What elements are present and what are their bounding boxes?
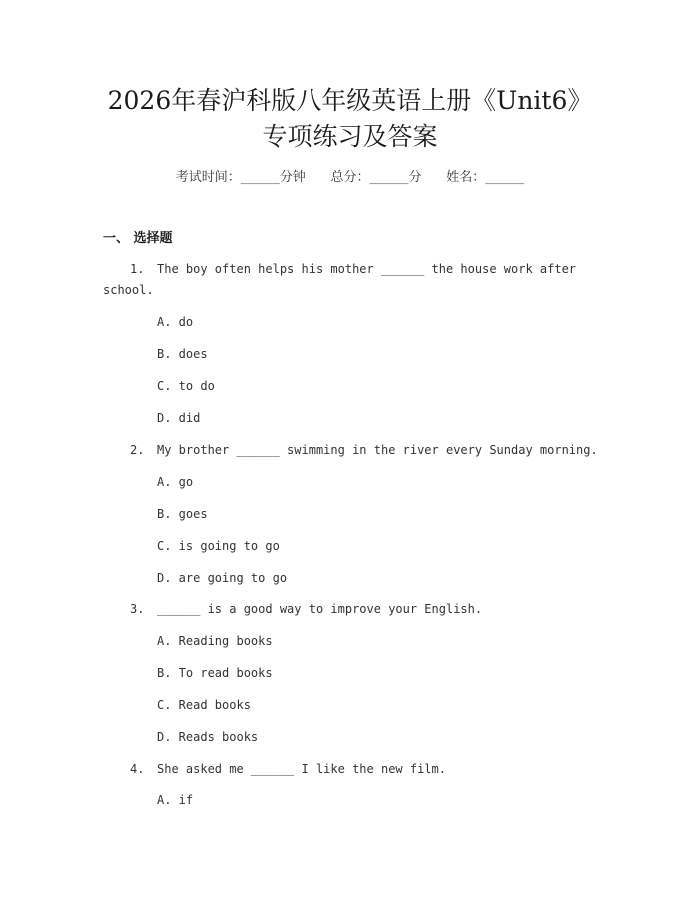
option-d: D. did bbox=[157, 411, 201, 425]
option-c: C. to do bbox=[157, 379, 215, 393]
question-stem-continuation: school. bbox=[103, 283, 154, 297]
document-title-line-1: 2026年春沪科版八年级英语上册《Unit6》 bbox=[107, 86, 593, 115]
option-a: A. Reading books bbox=[157, 634, 273, 648]
question-number: 3. bbox=[130, 602, 145, 616]
question-number: 4. bbox=[130, 762, 145, 776]
section-heading-multiple-choice: 一、 选择题 bbox=[103, 231, 173, 246]
exam-info-line: 考试时间：______分钟 总分：______分 姓名：______ bbox=[175, 170, 525, 185]
question-stem: The boy often helps his mother ______ the house work after bbox=[157, 262, 577, 276]
question-stem: She asked me ______ I like the new film. bbox=[157, 762, 446, 776]
question-stem: ______ is a good way to improve your English. bbox=[157, 602, 483, 616]
option-c: C. is going to go bbox=[157, 539, 280, 553]
option-d: D. are going to go bbox=[157, 571, 288, 585]
option-a: A. go bbox=[157, 475, 194, 489]
question-number: 1. bbox=[130, 262, 145, 276]
option-a: A. if bbox=[157, 793, 194, 807]
option-b: B. goes bbox=[157, 507, 208, 521]
option-c: C. Read books bbox=[157, 698, 251, 712]
question-number: 2. bbox=[130, 443, 145, 457]
document-title-line-2: 专项练习及答案 bbox=[262, 122, 438, 151]
option-a: A. do bbox=[157, 315, 194, 329]
option-b: B. To read books bbox=[157, 666, 273, 680]
option-b: B. does bbox=[157, 347, 208, 361]
question-stem: My brother ______ swimming in the river every Sunday morning. bbox=[157, 443, 598, 457]
option-d: D. Reads books bbox=[157, 730, 259, 744]
